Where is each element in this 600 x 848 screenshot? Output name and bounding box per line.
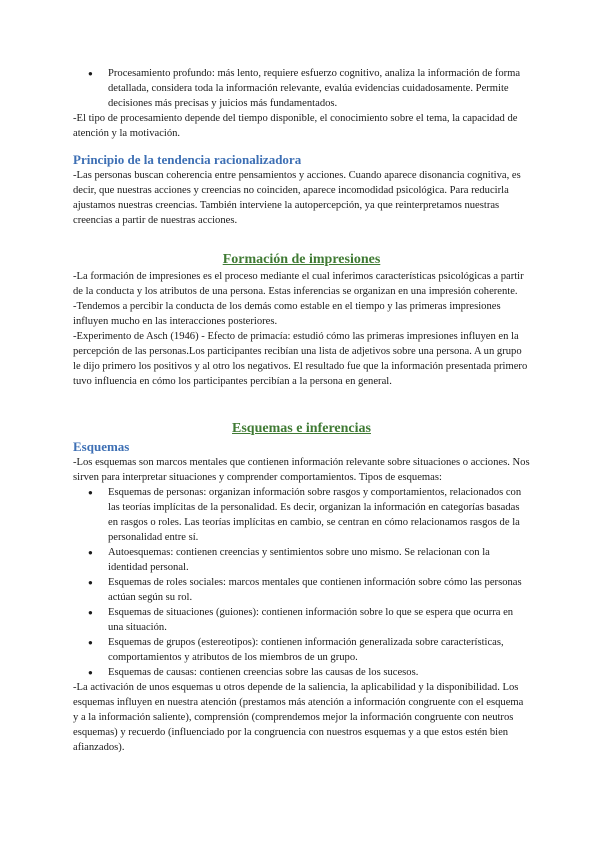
list-item: ● Esquemas de roles sociales: marcos mentales que contienen información sobre cómo las personas actúan según su rol. <box>108 575 530 605</box>
list-item: ● Esquemas de causas: contienen creencias sobre las causas de los sucesos. <box>108 665 530 680</box>
formacion-paragraph: -Tendemos a percibir la conducta de los demás como estable en el tiempo y las primeras impresiones influyen mucho en las interacciones posteriores. <box>73 301 501 327</box>
esquemas-heading: Esquemas <box>73 439 130 454</box>
formacion-paragraph: -La formación de impresiones es el proceso mediante el cual inferimos características psicológicas a partir de la conducta y los atributos de una persona. Estas inferencias se organizan en una impresión coherente. <box>73 271 524 297</box>
formacion-paragraph: -Experimento de Asch (1946) - Efecto de primacía: estudió cómo las primeras impresiones influyen en la percepción de las personas.Los participantes recibían una lista de adjetivos sobre una persona. A un grupo le dijo primero los positivos y al otro los negativos. El resultado fue que la información presentada primero tuvo influencia en cómo los participantes percibían a la persona en general. <box>73 331 528 387</box>
list-item: ● Procesamiento profundo: más lento, requiere esfuerzo cognitivo, analiza la información de forma detallada, considera toda la información relevante, evalúa evidencias cuidadosamente. Permite decisiones más precisas y juicios más fundamentados. <box>108 66 530 111</box>
list-item: ● Esquemas de personas: organizan información sobre rasgos y comportamientos, relacionados con las teorías implícitas de la personalidad. Es decir, organizan la información en categorías basadas en rasgos o roles. Las teorías implícitas en cambio, se centran en cómo relacionamos rasgos de la personalidad entre sí. <box>108 485 530 545</box>
esquemas-closing: -La activación de unos esquemas u otros depende de la saliencia, la aplicabilidad y la disponibilidad. Los esquemas influyen en nuestra atención (prestamos más atención a información congruente con el esquema y a la información saliente), comprensión (comprendemos mejor la información congruente con neutros esquemas) y recuerdo (influenciado por la congruencia con nuestros esquemas y a que estos estén bien afianzados). <box>73 682 524 753</box>
esquemas-intro: -Los esquemas son marcos mentales que contienen información relevante sobre situaciones o acciones. Nos sirven para interpretar situaciones y comprender comportamientos. Tipos de esquemas: <box>73 457 530 483</box>
esquemas-inferencias-title: Esquemas e inferencias <box>232 421 371 436</box>
principio-paragraph: -Las personas buscan coherencia entre pensamientos y acciones. Cuando aparece disonancia cognitiva, es decir, que nuestras acciones y creencias no coinciden, aparece incomodidad psicológica. Para reducirla ajustamos nuestras creencias. También interviene la autopercepción, ya que reinterpretamos nuestras creencias a partir de nuestras acciones. <box>73 170 521 226</box>
formacion-title: Formación de impresiones <box>222 252 381 267</box>
principio-heading: Principio de la tendencia racionalizadora <box>73 152 302 167</box>
esquemas-bullet-list <box>73 485 530 680</box>
list-item: ● Autoesquemas: contienen creencias y sentimientos sobre uno mismo. Se relacionan con la identidad personal. <box>108 545 530 575</box>
processing-paragraph: -El tipo de procesamiento depende del tiempo disponible, el conocimiento sobre el tema, la capacidad de atención y la motivación. <box>73 113 518 139</box>
list-item: ● Esquemas de situaciones (guiones): contienen información sobre lo que se espera que ocurra en una situación. <box>108 605 530 635</box>
list-item: ● Esquemas de grupos (estereotipos): contienen información generalizada sobre características, comportamientos y atributos de los miembros de un grupo. <box>108 635 530 665</box>
top-bullet-list <box>73 66 530 111</box>
